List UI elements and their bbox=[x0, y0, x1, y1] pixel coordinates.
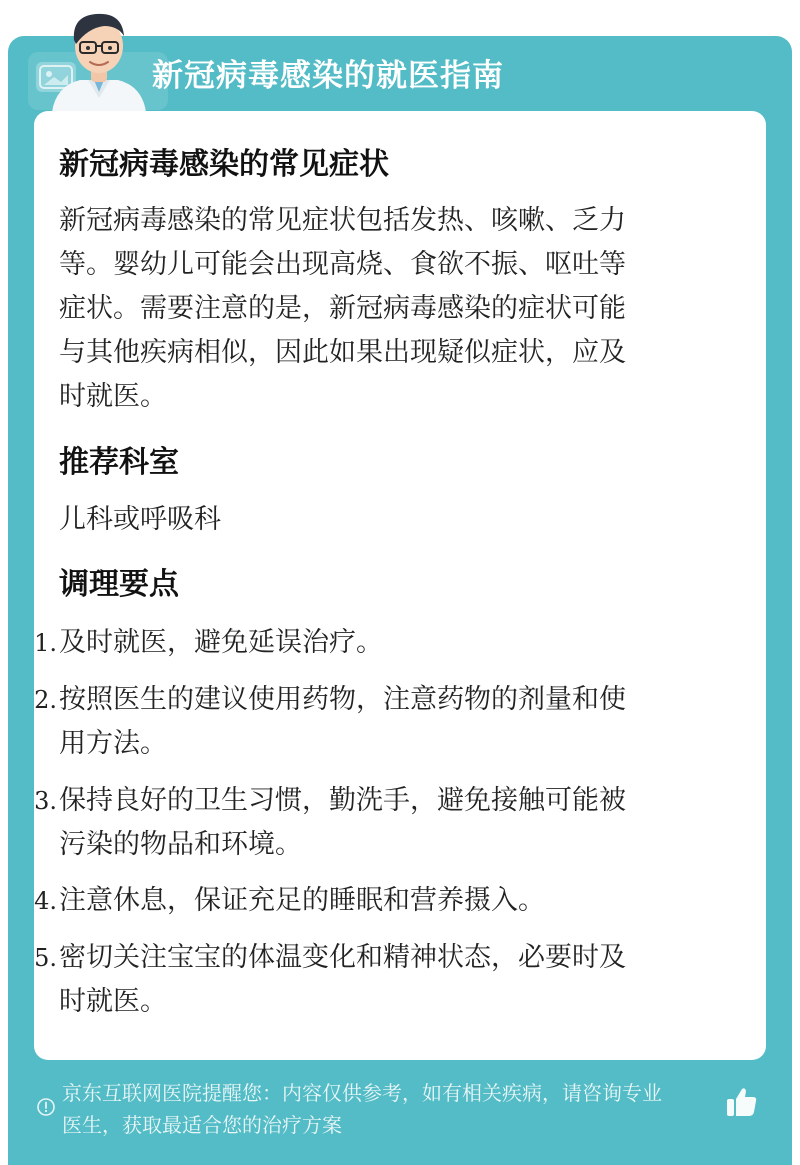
doctor-avatar-icon bbox=[44, 6, 154, 112]
care-heading: 调理要点 bbox=[59, 567, 179, 602]
list-item-line: 按照医生的建议使用药物，注意药物的剂量和使 bbox=[59, 684, 626, 715]
list-item bbox=[34, 879, 724, 923]
list-item bbox=[34, 621, 724, 665]
symptoms-text bbox=[59, 199, 724, 419]
page-title: 新冠病毒感染的就医指南 bbox=[152, 58, 504, 94]
list-number: 5. bbox=[34, 944, 57, 972]
symptoms-heading: 新冠病毒感染的常见症状 bbox=[59, 147, 389, 182]
list-item-line: 污染的物品和环境。 bbox=[59, 829, 302, 860]
symptoms-line: 与其他疾病相似，因此如果出现疑似症状，应及 bbox=[59, 337, 626, 368]
disclaimer-line: 京东互联网医院提醒您：内容仅供参考，如有相关疾病，请咨询专业 bbox=[62, 1081, 662, 1105]
list-item-line: 及时就医，避免延误治疗。 bbox=[59, 627, 383, 658]
content-card bbox=[34, 111, 766, 1060]
list-item-line: 注意休息，保证充足的睡眠和营养摄入。 bbox=[59, 885, 545, 916]
symptoms-line: 等。婴幼儿可能会出现高烧、食欲不振、呕吐等 bbox=[59, 249, 626, 280]
list-item-line: 保持良好的卫生习惯，勤洗手，避免接触可能被 bbox=[59, 785, 626, 816]
list-item-line: 密切关注宝宝的体温变化和精神状态，必要时及 bbox=[59, 942, 626, 973]
department-heading: 推荐科室 bbox=[59, 445, 179, 480]
disclaimer-line: 医生，获取最适合您的治疗方案 bbox=[62, 1113, 342, 1137]
list-number: 4. bbox=[34, 887, 57, 915]
info-icon bbox=[36, 1097, 56, 1117]
list-number: 1. bbox=[34, 629, 57, 657]
list-item-line: 时就医。 bbox=[59, 986, 167, 1017]
list-number: 3. bbox=[34, 787, 57, 815]
list-item bbox=[34, 936, 724, 1024]
symptoms-line: 新冠病毒感染的常见症状包括发热、咳嗽、乏力 bbox=[59, 205, 626, 236]
department-text: 儿科或呼吸科 bbox=[59, 504, 221, 535]
disclaimer-notice bbox=[62, 1077, 727, 1141]
thumbs-up-icon[interactable] bbox=[724, 1084, 760, 1120]
list-number: 2. bbox=[34, 686, 57, 714]
list-item bbox=[34, 678, 724, 766]
list-item bbox=[34, 779, 724, 867]
symptoms-line: 症状。需要注意的是，新冠病毒感染的症状可能 bbox=[59, 293, 626, 324]
list-item-line: 用方法。 bbox=[59, 728, 167, 759]
symptoms-line: 时就医。 bbox=[59, 381, 167, 412]
